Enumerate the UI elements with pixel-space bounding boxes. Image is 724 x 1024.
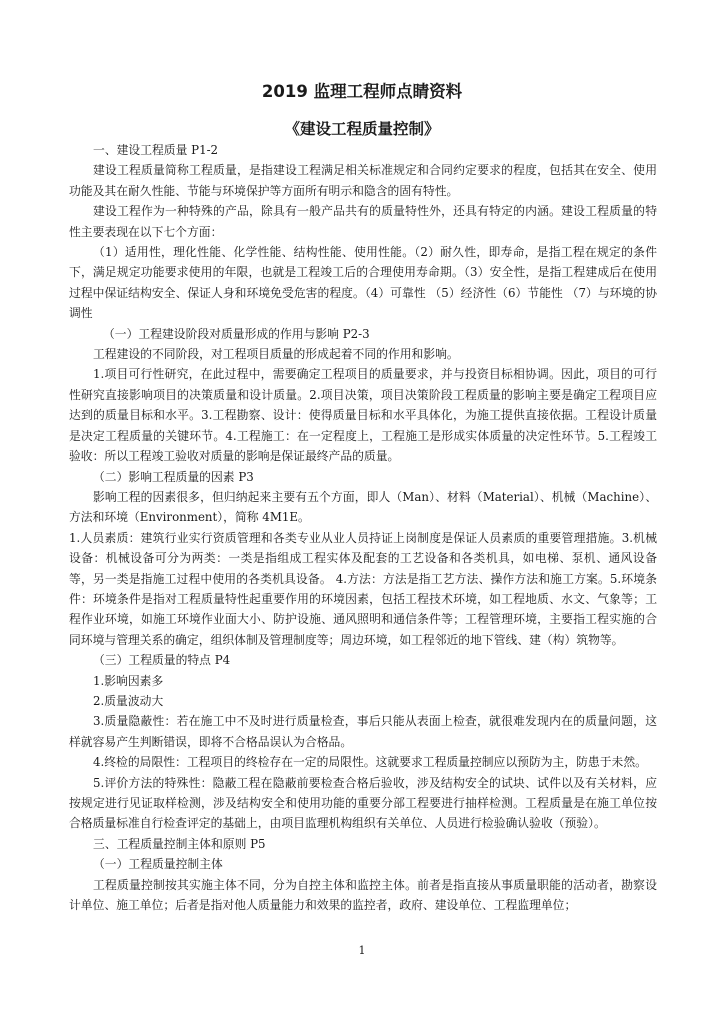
paragraph: （1）适用性，理化性能、化学性能、结构性能、使用性能。（2）耐久性，即寿命，是指工程在规定的条件下，满足规定功能要求使用的年限，也就是工程竣工后的合理使用寿命期。（3）安全性，是指工程建成后在使用过程中保证结构安全、保证人身和环境免受危害的程度。（4）可靠性 （5）经济性（6）节能性 （7）与环境的协调性: [69, 245, 657, 321]
list-item: 5.评价方法的特殊性：隐蔽工程在隐蔽前要检查合格后验收，涉及结构安全的试块、试件以及有关材料，应按规定进行见证取样检测，涉及结构安全和使用功能的重要分部工程要进行抽样检测。工程质量是在施工单位按合格质量标准自行检查评定的基础上，由项目监理机构组织有关单位、人员进行检验确认验收（预验）。: [69, 775, 657, 831]
document-subtitle: 《建设工程质量控制》: [284, 120, 440, 138]
paragraph: 建设工程作为一种特殊的产品，除具有一般产品共有的质量特性外，还具有特定的内涵。建设工程质量的特性主要表现在以下七个方面：: [69, 204, 657, 239]
document-body: [69, 140, 657, 915]
list-item: 4.终检的局限性：工程项目的终检存在一定的局限性。这就要求工程质量控制应以预防为主，防患于未然。: [93, 755, 647, 770]
paragraph: 1.项目可行性研究，在此过程中，需要确定工程项目的质量要求，并与投资目标相协调。因此，项目的可行性研究直接影响项目的决策质量和设计质量。2.项目决策，项目决策阶段工程质量的影响主要是确定工程项目应达到的质量目标和水平。3.工程勘察、设计：使得质量目标和水平具体化，为施工提供直接依据。工程设计质量是决定工程质量的关键环节。4.工程施工：在一定程度上，工程施工是形成实体质量的决定性环节。5.工程竣工验收：所以工程竣工验收对质量的影响是保证最终产品的质量。: [69, 367, 657, 464]
list-item: 1.影响因素多: [93, 673, 164, 688]
paragraph: 1.人员素质：建筑行业实行资质管理和各类专业从业人员持证上岗制度是保证人员素质的重要管理措施。3.机械设备：机械设备可分为两类：一类是指组成工程实体及配套的工艺设备和各类机具，如电梯、泵机、通风设备等，另一类是指施工过程中使用的各类机具设备。 4.方法：方法是指工艺方法、操作方法和施工方案。5.环境条件：环境条件是指对工程质量特性起重要作用的环境因素，包括工程技术环境，如工程地质、水文、气象等；工程作业环境，如施工环境作业面大小、防护设施、通风照明和通信条件等；工程管理环境，主要指工程实施的合同环境与管理关系的确定，组织体制及管理制度等；周边环境，如工程邻近的地下管线、建（构）筑物等。: [69, 530, 657, 647]
document-title: 2019 监理工程师点睛资料: [261, 82, 463, 101]
paragraph: 建设工程质量简称工程质量，是指建设工程满足相关标准规定和合同约定要求的程度，包括其在安全、使用功能及其在耐久性能、节能与环境保护等方面所有明示和隐含的固有特性。: [69, 163, 657, 198]
subsection-heading: （二）影响工程质量的因素 P3: [93, 469, 254, 484]
paragraph: 影响工程的因素很多，但归纳起来主要有五个方面，即人（Man）、材料（Material）、机械（Machine）、方法和环境（Environment），简称 4M1E。: [69, 489, 657, 525]
section-heading: 三、工程质量控制主体和原则 P5: [93, 836, 266, 851]
list-item: 2.质量波动大: [93, 693, 164, 708]
page-number: 1: [358, 944, 366, 957]
paragraph: 工程建设的不同阶段，对工程项目质量的形成起着不同的作用和影响。: [93, 347, 459, 362]
subsection-heading: （三）工程质量的特点 P4: [93, 653, 231, 668]
section-heading: 一、建设工程质量 P1-2: [93, 143, 219, 157]
list-item: 3.质量隐蔽性：若在施工中不及时进行质量检查，事后只能从表面上检查，就很难发现内在的质量问题，这样就容易产生判断错误，即将不合格品误认为合格品。: [69, 714, 657, 749]
subsection-heading: （一）工程质量控制主体: [93, 857, 223, 872]
paragraph: 工程质量控制按其实施主体不同，分为自控主体和监控主体。前者是指直接从事质量职能的活动者，勘察设计单位、施工单位；后者是指对他人质量能力和效果的监控者，政府、建设单位、工程监理单位；: [69, 877, 657, 913]
subsection-heading: （一）工程建设阶段对质量形成的作用与影响 P2-3: [103, 326, 370, 341]
